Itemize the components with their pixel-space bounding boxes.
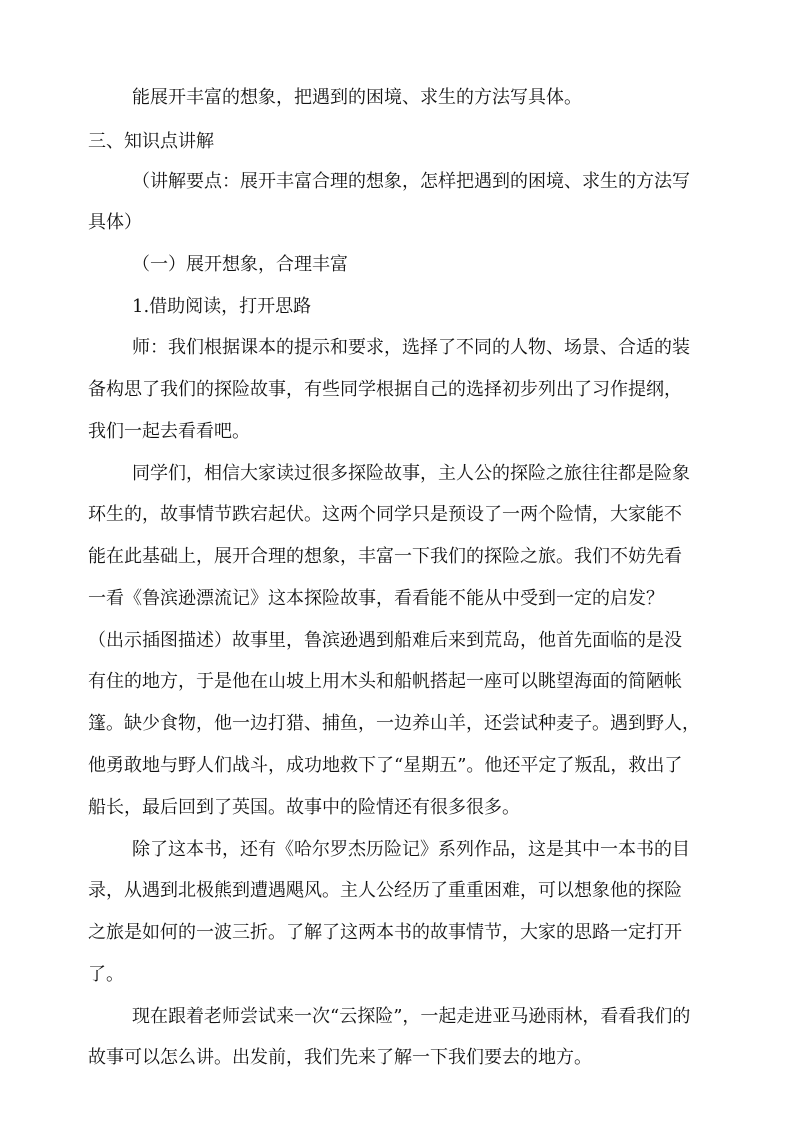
text-line: 篷。缺少食物，他一边打猎、捕鱼，一边养山羊，还尝试种麦子。遇到野人， [88,713,700,734]
text-line: 了。 [88,964,124,985]
text-line: 除了这本书，还有《哈尔罗杰历险记》系列作品，这是其中一本书的目 [132,839,690,860]
text-line: （出示插图描述）故事里，鲁滨逊遇到船难后来到荒岛，他首先面临的是没 [88,630,682,651]
text-line: 师：我们根据课本的提示和要求，选择了不同的人物、场景、合适的装 [132,337,690,358]
text-line: 他勇敢地与野人们战斗，成功地救下了“星期五”。他还平定了叛乱，救出了 [88,755,683,776]
text-line: （讲解要点：展开丰富合理的想象，怎样把遇到的困境、求生的方法写 [132,171,690,192]
text-line: 备构思了我们的探险故事，有些同学根据自己的选择初步列出了习作提纲， [88,379,682,400]
text-line: 故事可以怎么讲。出发前，我们先来了解一下我们要去的地方。 [88,1047,592,1068]
text-line: 船长，最后回到了英国。故事中的险情还有很多很多。 [88,797,520,818]
text-line: 之旅是如何的一波三折。了解了这两本书的故事情节，大家的思路一定打开 [88,922,682,943]
text-line: 同学们，相信大家读过很多探险故事，主人公的探险之旅往往都是险象 [132,463,690,484]
text-line: 能在此基础上，展开合理的想象，丰富一下我们的探险之旅。我们不妨先看 [88,546,682,567]
text-line: 一看《鲁滨逊漂流记》这本探险故事，看看能不能从中受到一定的启发？ [88,588,664,609]
text-line: 录，从遇到北极熊到遭遇飓风。主人公经历了重重困难，可以想象他的探险 [88,880,682,901]
text-line: 我们一起去看看吧。 [88,421,250,442]
section-heading: 三、知识点讲解 [88,131,214,152]
text-line: 能展开丰富的想象，把遇到的困境、求生的方法写具体。 [132,87,582,108]
text-line: 具体） [88,212,142,233]
text-line: 现在跟着老师尝试来一次“云探险”，一起走进亚马逊雨林，看看我们的 [132,1006,691,1027]
text-line: 有住的地方，于是他在山坡上用木头和船帆搭起一座可以眺望海面的简陋帐 [88,671,682,692]
subsection-heading: （一）展开想象，合理丰富 [132,254,348,275]
text-line: 环生的，故事情节跌宕起伏。这两个同学只是预设了一两个险情，大家能不 [88,504,682,525]
subsection-heading: 1.借助阅读，打开思路 [132,296,312,317]
